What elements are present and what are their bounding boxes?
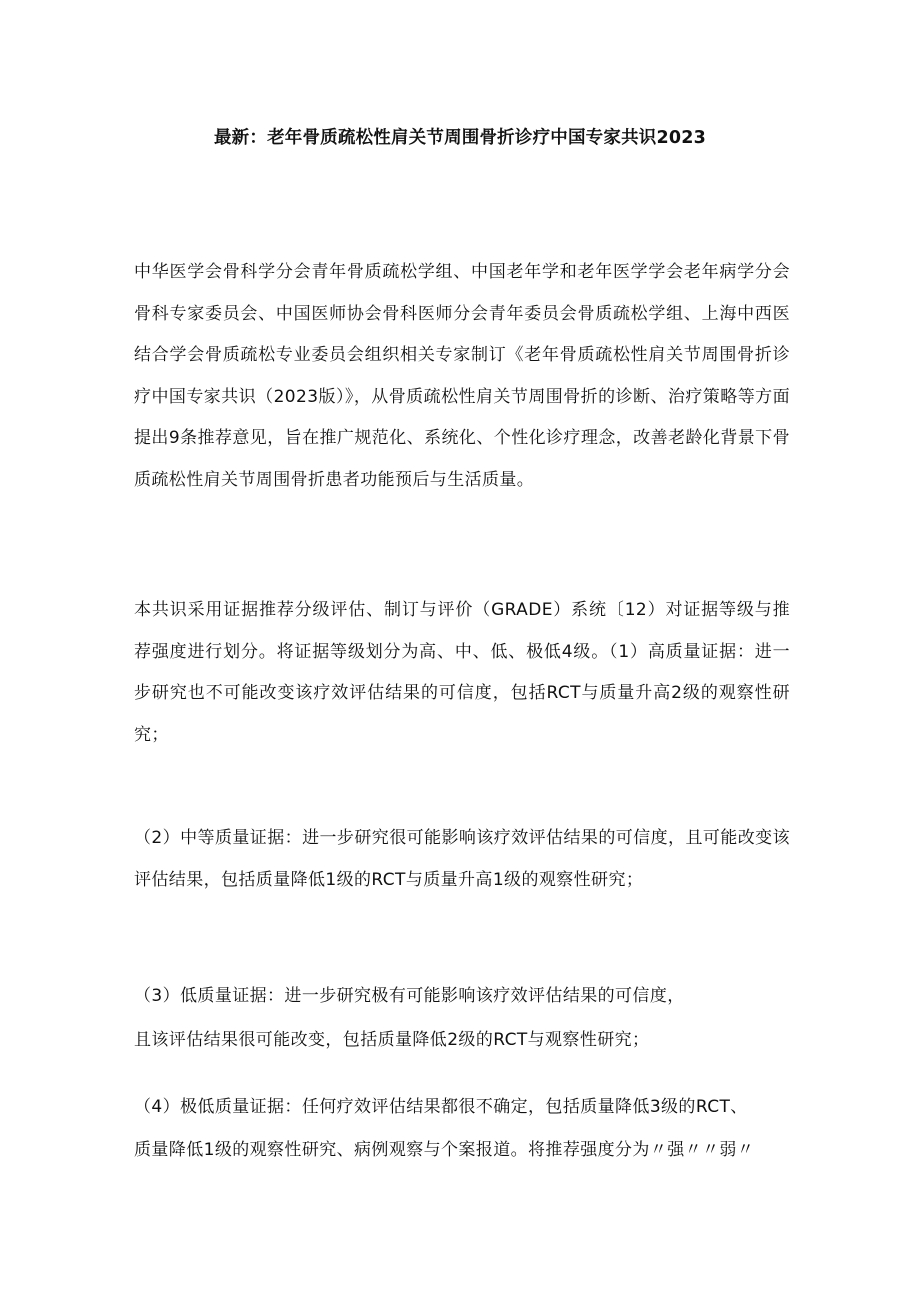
paragraph-intro: 中华医学会骨科学分会青年骨质疏松学组、中国老年学和老年医学学会老年病学分会骨科专家委员会、中国医师协会骨科医师分会青年委员会骨质疏松学组、上海中西医结合学会骨质疏松专业委员会组织相关专家制订《老年骨质疏松性肩关节周围骨折诊疗中国专家共识（2023版）》，从骨质疏松性肩关节周围骨折的诊断、治疗策略等方面提出9条推荐意见，旨在推广规范化、系统化、个性化诊疗理念，改善老龄化背景下骨质疏松性肩关节周围骨折患者功能预后与生活质量。 — [134, 262, 790, 490]
paragraph-moderate-quality: （2）中等质量证据：进一步研究很可能影响该疗效评估结果的可信度，且可能改变该评估结果，包括质量降低1级的RCT与质量升高1级的观察性研究； — [134, 828, 790, 890]
paragraph-very-low-quality-line2: 质量降低1级的观察性研究、病例观察与个案报道。将推荐强度分为〃强〃〃弱〃 — [134, 1140, 755, 1160]
paragraph-grade-method: 本共识采用证据推荐分级评估、制订与评价（GRADE）系统〔12）对证据等级与推荐强度进行划分。将证据等级划分为高、中、低、极低4级。（1）高质量证据：进一步研究也不可能改变该疗效评估结果的可信度，包括RCT与质量升高2级的观察性研究； — [134, 600, 790, 745]
document-title: 最新：老年骨质疏松性肩关节周围骨折诊疗中国专家共识2023 — [213, 128, 706, 148]
paragraph-low-quality-line2: 且该评估结果很可能改变，包括质量降低2级的RCT与观察性研究； — [134, 1030, 650, 1050]
paragraph-low-quality-line1: （3）低质量证据：进一步研究极有可能影响该疗效评估结果的可信度， — [134, 986, 685, 1006]
paragraph-very-low-quality-line1: （4）极低质量证据：任何疗效评估结果都很不确定，包括质量降低3级的RCT、 — [134, 1097, 748, 1117]
